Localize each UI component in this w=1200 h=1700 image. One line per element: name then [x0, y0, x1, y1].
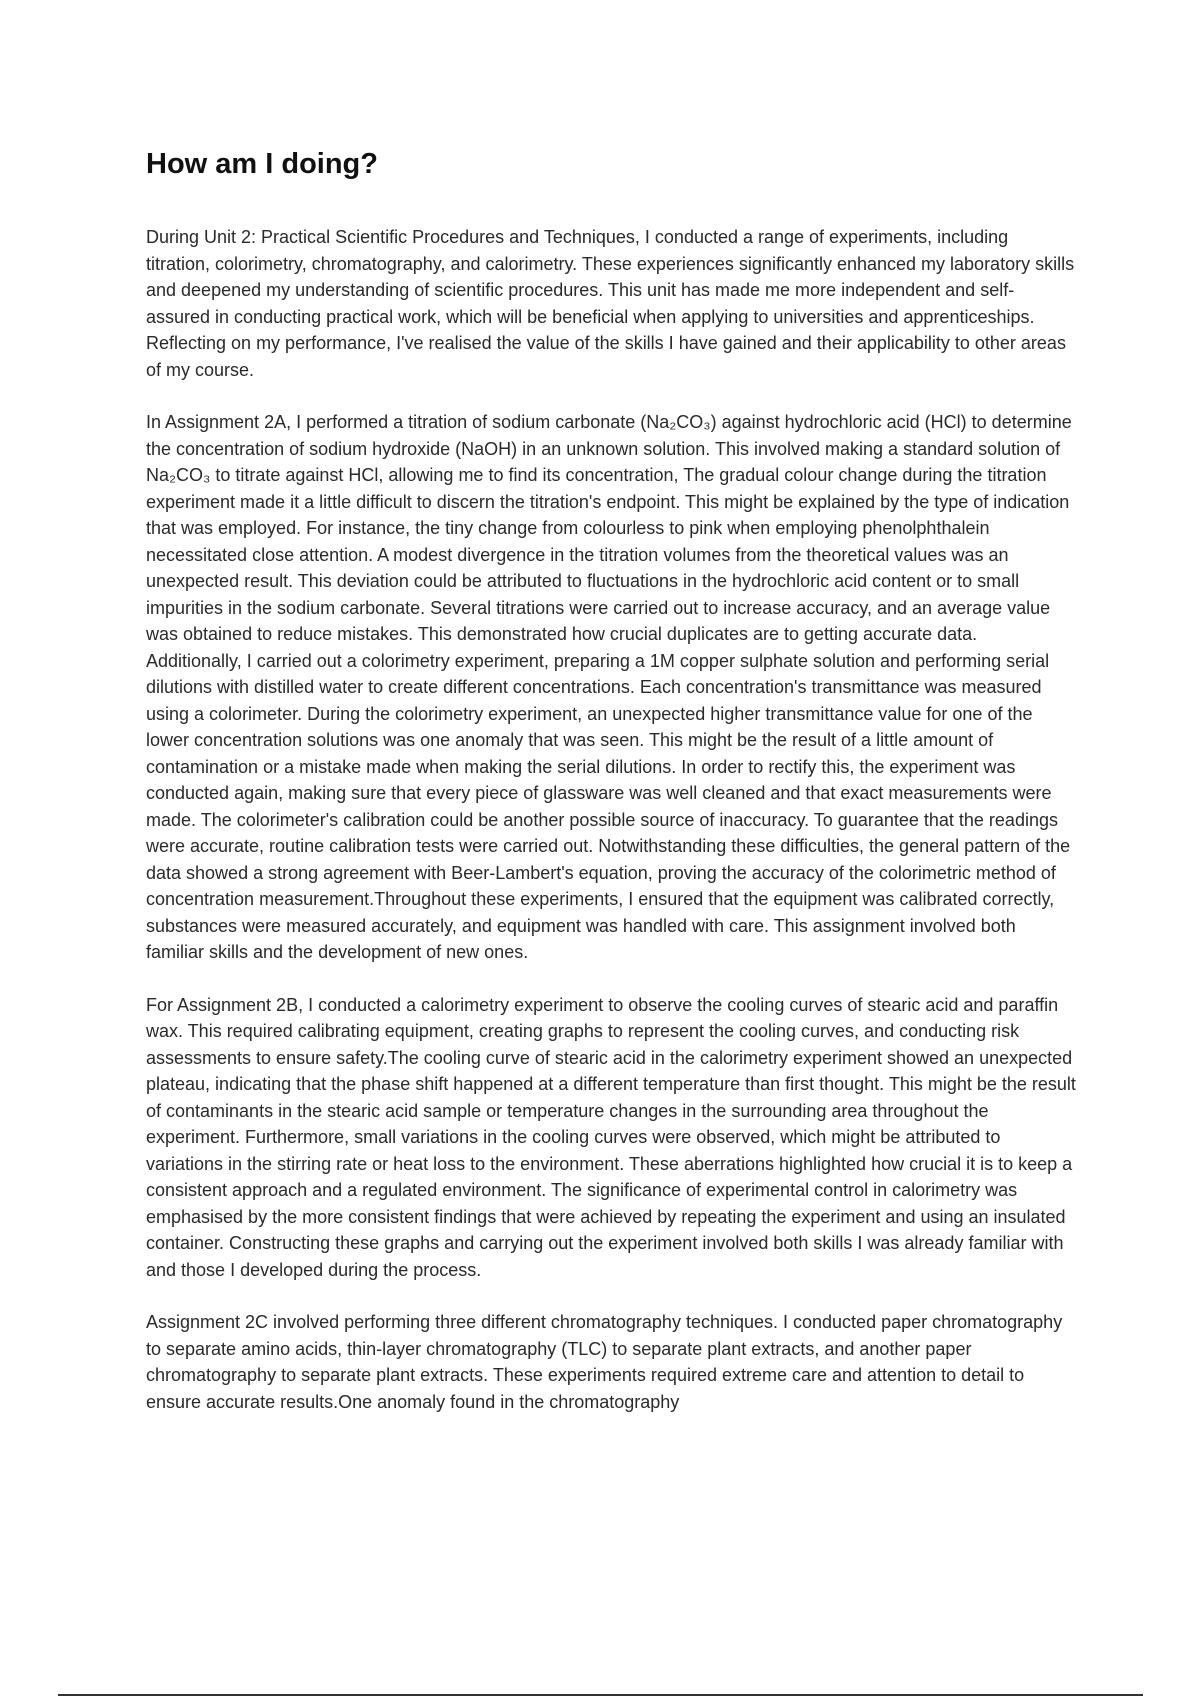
paragraph-assignment-2b: For Assignment 2B, I conducted a calorimetry experiment to observe the cooling curves of stearic acid and paraffin wax. This required calibrating equipment, creating graphs to represent the cooling curves, and conducting risk assessments to ensure safety.The cooling curve of stearic acid in the calorimetry experiment showed an unexpected plateau, indicating that the phase shift happened at a different temperature than first thought. This might be the result of contaminants in the stearic acid sample or temperature changes in the surrounding area throughout the experiment. Furthermore, small variations in the cooling curves were observed, which might be attributed to variations in the stirring rate or heat loss to the environment. These aberrations highlighted how crucial it is to keep a consistent approach and a regulated environment. The significance of experimental control in calorimetry was emphasised by the more consistent findings that were achieved by repeating the experiment and using an insulated container. Constructing these graphs and carrying out the experiment involved both skills I was already familiar with and those I developed during the process. [146, 994, 1076, 1280]
paragraph-intro: During Unit 2: Practical Scientific Procedures and Techniques, I conducted a range of experiments, including titration, colorimetry, chromatography, and calorimetry. These experiences significantly enhanced my laboratory skills and deepened my understanding of scientific procedures. This unit has made me more independent and self-assured in conducting practical work, which will be beneficial when applying to universities and apprenticeships. Reflecting on my performance, I've realised the value of the skills I have gained and their applicability to other areas of my course. [146, 227, 1075, 380]
paragraph-assignment-2c: Assignment 2C involved performing three different chromatography techniques. I conducted paper chromatography to separate amino acids, thin-layer chromatography (TLC) to separate plant extracts, and another paper chromatography to separate plant extracts. These experiments required extreme care and attention to detail to ensure accurate results.One anomaly found in the chromatography [146, 1312, 1063, 1412]
document-body [146, 224, 1076, 1441]
paragraph-assignment-2a: In Assignment 2A, I performed a titration of sodium carbonate (Na₂CO₃) against hydrochloric acid (HCl) to determine the concentration of sodium hydroxide (NaOH) in an unknown solution. This involved making a standard solution of Na₂CO₃ to titrate against HCl, allowing me to find its concentration, The gradual colour change during the titration experiment made it a little difficult to discern the titration's endpoint. This might be explained by the type of indication that was employed. For instance, the tiny change from colourless to pink when employing phenolphthalein necessitated close attention. A modest divergence in the titration volumes from the theoretical values was an unexpected result. This deviation could be attributed to fluctuations in the hydrochloric acid content or to small impurities in the sodium carbonate. Several titrations were carried out to increase accuracy, and an average value was obtained to reduce mistakes. This demonstrated how crucial duplicates are to getting accurate data. Additionally, I carried out a colorimetry experiment, preparing a 1M copper sulphate solution and performing serial dilutions with distilled water to create different concentrations. Each concentration's transmittance was measured using a colorimeter. During the colorimetry experiment, an unexpected higher transmittance value for one of the lower concentration solutions was one anomaly that was seen. This might be the result of a little amount of contamination or a mistake made when making the serial dilutions. In order to rectify this, the experiment was conducted again, making sure that every piece of glassware was well cleaned and that exact measurements were made. The colorimeter's calibration could be another possible source of inaccuracy. To guarantee that the readings were accurate, routine calibration tests were carried out. Notwithstanding these difficulties, the general pattern of the data showed a strong agreement with Beer-Lambert's equation, proving the accuracy of the colorimetric method of concentration measurement.Throughout these experiments, I ensured that the equipment was calibrated correctly, substances were measured accurately, and equipment was handled with care. This assignment involved both familiar skills and the development of new ones. [146, 412, 1072, 962]
page-title: How am I doing? [146, 148, 378, 180]
page-bottom-divider [58, 1694, 1143, 1696]
